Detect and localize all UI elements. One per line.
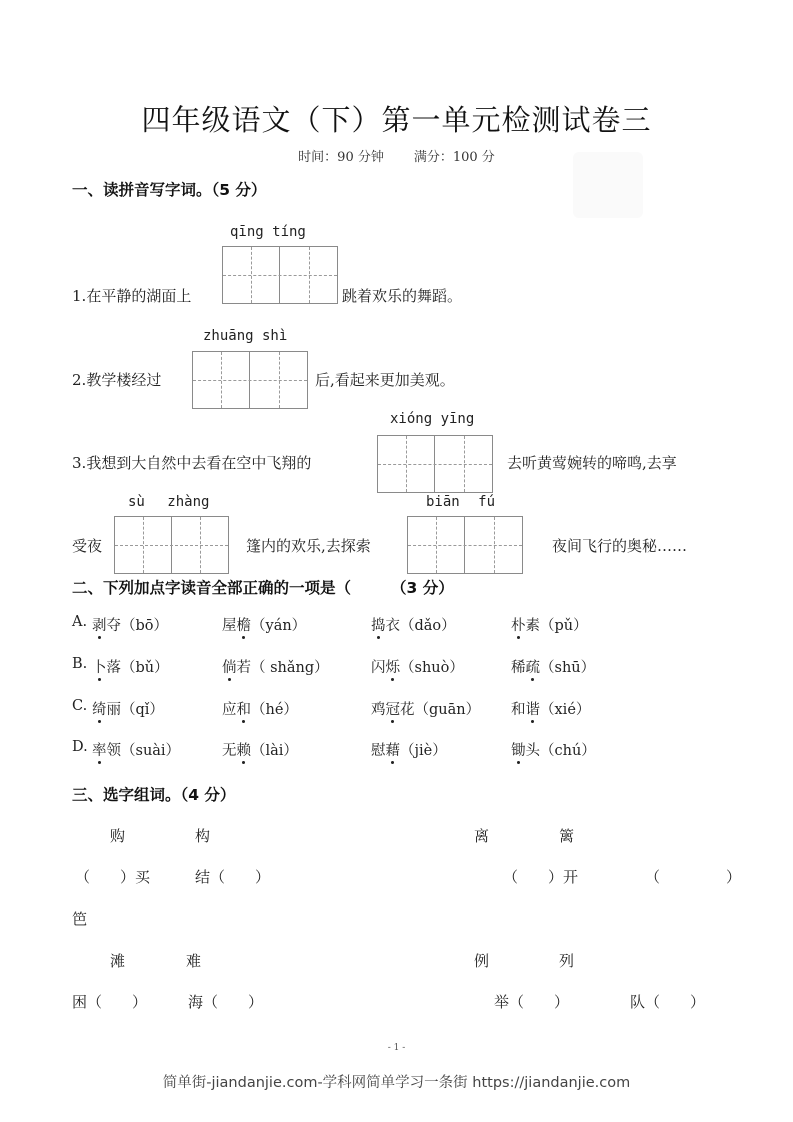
- pinyin-annotation: （yán）: [251, 618, 307, 634]
- writing-grid-4[interactable]: [114, 516, 229, 574]
- blank-jiegou[interactable]: 结（ ）: [195, 868, 271, 886]
- item2-text-before: 2.教学楼经过: [72, 371, 162, 389]
- pinyin-annotation: （ shǎng）: [251, 660, 329, 676]
- option-label[interactable]: C.: [72, 698, 88, 714]
- item1-text-after: 跳着欢乐的舞蹈。: [342, 287, 463, 305]
- pinyin-annotation: （shū）: [540, 660, 596, 676]
- pinyin-suzhang: sù zhàng: [128, 494, 210, 510]
- emphasis-dot-char: 剥: [92, 614, 107, 635]
- exam-info: [0, 146, 793, 165]
- emphasis-dot-char: 和: [237, 698, 252, 719]
- emphasis-dot-char: 倘: [222, 656, 237, 677]
- char-gou-structure: 构: [195, 827, 211, 845]
- option-label[interactable]: D.: [72, 739, 88, 755]
- char-nan-difficult: 难: [186, 952, 202, 970]
- emphasis-dot-char: 锄: [511, 739, 526, 760]
- emphasis-dot-char: 绮: [92, 698, 107, 719]
- option-word: 锄头（chú）: [511, 739, 596, 760]
- pinyin-annotation: （qǐ）: [121, 702, 164, 718]
- option-word: 闪烁（shuò）: [371, 656, 464, 677]
- writing-grid-3[interactable]: [377, 435, 493, 493]
- char-li-leave: 离: [474, 827, 490, 845]
- item3b-text-after: 夜间飞行的奥秘……: [552, 537, 688, 555]
- item2-text-after: 后,看起来更加美观。: [315, 371, 455, 389]
- option-word: 慰藉（jiè）: [371, 739, 447, 760]
- char-tan-beach: 滩: [110, 952, 126, 970]
- option-word: 无赖（lài）: [222, 739, 298, 760]
- pinyin-annotation: （suài）: [121, 743, 181, 759]
- option-word: 捣衣（dǎo）: [371, 614, 456, 635]
- exam-score: 满分：100 分: [413, 150, 495, 165]
- emphasis-dot-char: 烁: [386, 656, 401, 677]
- emphasis-dot-char: 檐: [237, 614, 252, 635]
- blank-duilie[interactable]: 队（ ）: [630, 993, 706, 1011]
- emphasis-dot-char: 冠: [386, 698, 401, 719]
- option-word: 稀疏（shū）: [511, 656, 595, 677]
- char-lie-row: 列: [559, 952, 575, 970]
- blank-kunnan[interactable]: 困（ ）: [72, 993, 148, 1011]
- pinyin-annotation: （lài）: [251, 743, 298, 759]
- pinyin-annotation: （hé）: [251, 702, 298, 718]
- section1-heading: 一、读拼音写字词。（5 分）: [72, 181, 267, 199]
- pinyin-xiongying: xióng yīng: [390, 411, 475, 427]
- item3b-text-middle: 篷内的欢乐,去探索: [246, 537, 371, 555]
- option-word: 和谐（xié）: [511, 698, 590, 719]
- option-word: 倘若（ shǎng）: [222, 656, 329, 677]
- blank-goumai[interactable]: （ ）买: [75, 868, 151, 886]
- option-label[interactable]: A.: [72, 614, 88, 630]
- option-word: 卜落（bǔ）: [92, 656, 169, 677]
- section3-heading: 三、选字组词。（4 分）: [72, 786, 236, 804]
- char-li-fence: 篱: [559, 827, 575, 845]
- option-word: 鸡冠花（guān）: [371, 698, 480, 719]
- writing-grid-1[interactable]: [222, 246, 338, 304]
- option-word: 率领（suài）: [92, 739, 180, 760]
- char-li-example: 例: [474, 952, 490, 970]
- pinyin-zhuangshi: zhuāng shì: [203, 328, 288, 344]
- emphasis-dot-char: 朴: [511, 614, 526, 635]
- item3b-text-before: 受夜: [72, 537, 103, 555]
- exam-time: 时间：90 分钟: [298, 150, 384, 165]
- pinyin-annotation: （jiè）: [400, 743, 447, 759]
- footer-watermark: 简单街-jiandanjie.com-学科网简单学习一条街 https://jiandanjie.com: [162, 1075, 631, 1091]
- char-gou-purchase: 购: [110, 827, 126, 845]
- pinyin-annotation: （shuò）: [400, 660, 464, 676]
- pinyin-annotation: （chú）: [540, 743, 596, 759]
- page-title: 四年级语文（下）第一单元检测试卷三: [141, 103, 652, 137]
- option-word: 朴素（pǔ）: [511, 614, 588, 635]
- pinyin-annotation: （pǔ）: [540, 618, 588, 634]
- pinyin-qingting: qīng tíng: [230, 224, 306, 240]
- emphasis-dot-char: 率: [92, 739, 107, 760]
- pinyin-annotation: （bō）: [121, 618, 169, 634]
- emphasis-dot-char: 藉: [386, 739, 401, 760]
- pinyin-bianfu: biān fú: [426, 494, 496, 510]
- option-word: 应和（hé）: [222, 698, 298, 719]
- blank-liba[interactable]: （ ）: [645, 868, 754, 886]
- blank-liba-suffix: 笆: [72, 910, 88, 928]
- item1-text-before: 1.在平静的湖面上: [72, 287, 192, 305]
- option-label[interactable]: B.: [72, 656, 88, 672]
- blank-juli[interactable]: 举（ ）: [494, 993, 570, 1011]
- option-word: 屋檐（yán）: [222, 614, 306, 635]
- pinyin-annotation: （dǎo）: [400, 618, 456, 634]
- page-number: - 1 -: [387, 1043, 406, 1053]
- emphasis-dot-char: 疏: [526, 656, 541, 677]
- option-word: 剥夺（bō）: [92, 614, 168, 635]
- emphasis-dot-char: 赖: [237, 739, 252, 760]
- writing-grid-2[interactable]: [192, 351, 308, 409]
- item3-text-after: 去听黄莺婉转的啼鸣,去享: [507, 454, 677, 472]
- writing-grid-5[interactable]: [407, 516, 523, 574]
- option-word: 绮丽（qǐ）: [92, 698, 164, 719]
- emphasis-dot-char: 谐: [526, 698, 541, 719]
- pinyin-annotation: （bǔ）: [121, 660, 169, 676]
- pinyin-annotation: （guān）: [414, 702, 481, 718]
- item3-text-before: 3.我想到大自然中去看在空中飞翔的: [72, 454, 312, 472]
- emphasis-dot-char: 卜: [92, 656, 107, 677]
- section2-heading: 二、下列加点字读音全部正确的一项是（ （3 分）: [72, 579, 454, 597]
- blank-haitan[interactable]: 海（ ）: [188, 993, 264, 1011]
- emphasis-dot-char: 捣: [371, 614, 386, 635]
- blank-likai[interactable]: （ ）开: [503, 868, 579, 886]
- pinyin-annotation: （xié）: [540, 702, 591, 718]
